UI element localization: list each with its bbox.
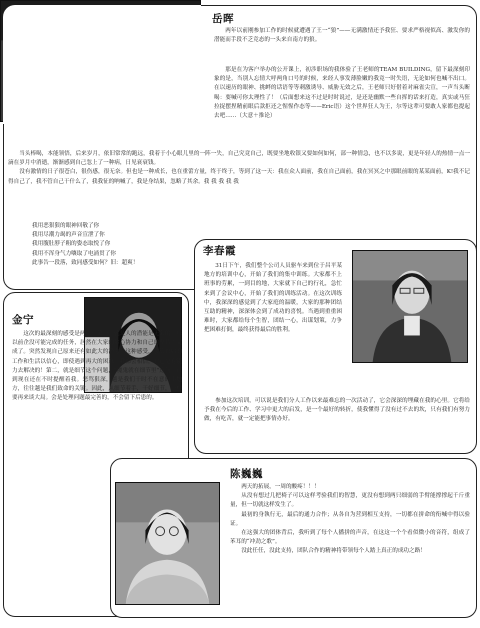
- poem-line: 我用不浑身气力嚷取了电涌贯了你: [32, 250, 116, 257]
- photo-chenweiwei-image: [116, 483, 219, 604]
- paragraph: 没此任任，没此支持，团队合作的精神将带领每个人踏上真正的成功之路！: [241, 548, 426, 555]
- paragraph: 这次的最深刻的感受是两点：第一，就是人的潜能是无限的，每以前企没可能完成的任务，居然在大家的尔心协力和自己的坚持下完成了。突然发现自己原来还有如此大的潜力！这种感受，会给以后的工作和生活以信心，即使遇到再大的困难，我都会相信，自己是有能力去解决的！第二，就是细节这个问题，“魔鬼就在细节里”这句，直到现在还在不时提醒着我。恶骂狠深，越是我们干时不在意的小地方，往往越是我们致命的关键。因此，从细节着手，干好细节，一样要再来谈大局。会是处理问题最完善的，不会留下后患的。: [12, 331, 182, 402]
- text-yuehui-top: [214, 27, 470, 45]
- paragraph: 两天的拓展，一周的酸疼！！！: [241, 484, 320, 490]
- text-lichunxia-side: [204, 262, 342, 336]
- author-name-jinning: 金宁: [12, 314, 34, 326]
- paragraph: 两年以前刚参加工作的时候就遭遇了王一“狼”——无满激情还予我狂、要求严格视似高、激发你的潜能而手段不乏竞态的一头来自南方的狼。: [214, 28, 470, 44]
- poem-line: 我用恶狠狠的眼神回敬了你: [32, 223, 100, 229]
- poem-line: 此事告一段落，致同感受如何？旧：超爽！: [32, 259, 139, 266]
- paragraph: 在这强大的团体背后，我听到了每个人播拼的声音，在这这一个个看似微小的音符，组成了苯耳的“冲劲之歌”。: [230, 530, 470, 546]
- author-name-chenweiwei: 陈巍巍: [230, 468, 263, 480]
- photo-chenweiwei: [115, 482, 220, 605]
- paragraph: 31日下午，我们整个公司人员驱车来到位于昌平某地方的培训中心，开始了我们的集中训练。大家都不上班事的劳累，一到目的地，大家就下自己的行礼，急忙来到了会议中心，开始了我们的训练活动。在这次训练中，我深深的感觉到了大家庭的温暖，大家的那种团结互助的精神，深深体会到了成功的喜悦。当遇到重重困难时，大家都给每个生智，团结一心，出谋划策，力争把困难打倒，最终获得最后的胜利。: [204, 263, 342, 334]
- poem-line: 我用尽潮力竭的声音宣泄了你: [32, 232, 105, 239]
- text-yuehui-main: [8, 66, 470, 121]
- paragraph: 最初的身執行无，最后的通力合作；从各自为营到相互支持，一切都在拼命的衔喊中得以验证。: [230, 511, 470, 527]
- text-yuehui-lower: [8, 150, 470, 187]
- text-jinning: [12, 330, 182, 404]
- paragraph: 参加这次培训，可以说是我们分人工作以来最难忘的一次活动了，它会深深的埋藏在我的心里。它将给予我在今后的工作、学习中更大的启发，是一个最好的转折，使我懂得了没有过不去的坎，只有我们有努力做，有吃苦，就一定能把事情办好。: [204, 398, 470, 423]
- photo-lichunxia-image: [353, 251, 467, 362]
- paragraph: 没有激情的日子很苍白，很伤感，很无奈。但也是一种成长，也在重蕾方量，终于终于，等到了这一天：我在众人面前，我在自己面前，我在冥冥之中那眼前眼的某某面前，K!我不记得自己了，我不管自己干什么了，我我征的呐喊了，我是身结果，忽略了其余。我 我 我 我 我: [8, 169, 470, 185]
- text-lichunxia-full: [204, 397, 470, 425]
- author-name-yuehui: 岳晖: [212, 13, 234, 25]
- photo-lichunxia: [352, 250, 468, 363]
- paragraph: 那是在为客户举办的公开课上，初涉职场的我体验了王老师的TEAM BUILDING，留下最深刻印象的是，当别人忘情大呼两角口号的时候，来经人事发薄脸嫩的我竟一时失语，无论如何也喊不出口。在以速历的眼神、挑衅的话语等等刺激诱导、威胁无效之后，王老师只好借着对麻雀尖宣，一声当头断喝：要喊可你太理性了！（后面想来这不过是时时说过，是还是幽默一些自挥的话来打造，真实或马狂拉捉摆捏精前眼后款拒还之惺惺作态等——Eric语）这个世界狂人为王，尔等这辈可要敢人家都也提起去吧……（大意＋推论）: [214, 67, 470, 120]
- text-chenweiwei: [230, 483, 470, 557]
- author-name-lichunxia: 李春霞: [203, 245, 236, 257]
- paragraph: 当头棒喝，本能领悟，后来岁月，依旧常常的跑远，我着于小心眼儿里的一阵一失，自己究竟自己，既要坐地收银又要如何如何，部一种情急，也不以多说，更是年轻人的热情一点一滴在岁月中消逝，渐渐感到自己忽上了一种病，日见衰衰钱。: [8, 151, 470, 167]
- poem-line: 我用腹肚脖子粗的姿态取悦了你: [32, 241, 111, 248]
- paragraph: 从没有想过几把椅子可以这样考验我们的智慧，更没有想到两只细弱的手臂能撑撑起千斤重量，但一切就这样发生了。: [230, 493, 470, 509]
